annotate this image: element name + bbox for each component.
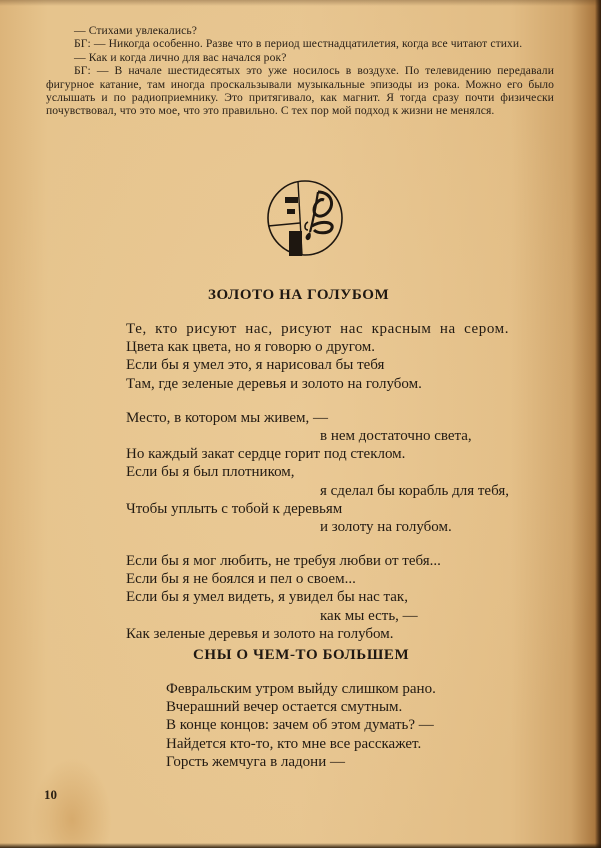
poem-line: Но каждый закат сердце горит под стеклом. bbox=[126, 446, 406, 463]
poem-line: Если бы я умел это, я нарисовал бы тебя bbox=[126, 357, 385, 374]
interview-question-1: — Стихами увлекались? bbox=[74, 24, 197, 37]
page-top-shadow bbox=[0, 0, 601, 6]
poem-line: Цвета как цвета, но я говорю о другом. bbox=[126, 339, 376, 356]
interview-question-2: — Как и когда лично для вас начался рок? bbox=[74, 50, 287, 64]
poem-line: и золоту на голубом. bbox=[320, 518, 452, 535]
poem-sny-o-chem-to-bolshem bbox=[166, 680, 436, 771]
poem-line: Если бы я был плотником, bbox=[126, 464, 295, 481]
poem-line: Чтобы уплыть с тобой к деревьям bbox=[126, 500, 343, 517]
poem-line: Если бы я не боялся и пел о своем... bbox=[126, 571, 356, 588]
poem-line: Те, кто рисуют нас, рисуют нас красным на сером. bbox=[126, 321, 510, 337]
poem-line: Место, в котором мы живем, — bbox=[126, 409, 329, 426]
page-right-edge bbox=[595, 0, 601, 848]
poem-line: я сделал бы корабль для тебя, bbox=[320, 482, 509, 499]
interview-text bbox=[46, 24, 554, 118]
poem-line: В конце концов: зачем об этом думать? — bbox=[166, 717, 434, 734]
stanza-gap bbox=[126, 393, 509, 409]
page-number: 10 bbox=[44, 787, 57, 802]
interview-answer-1: БГ: — Никогда особенно. Разве что в период шестнадцатилетия, когда все читают стихи. bbox=[74, 37, 523, 51]
stanza-gap bbox=[126, 536, 509, 552]
poem-line: Там, где зеленые деревья и золото на голубом. bbox=[126, 375, 422, 392]
poem-line: Как зеленые деревья и золото на голубом. bbox=[126, 625, 394, 642]
interview-answer-2: БГ: — В начале шестидесятых это уже носилось в воздухе. По телевидению передавали фигурное катание, там иногда проскальзывали музыкальные эпизоды из рока. Можно его было услышать и по радиоприемнику. Это притягивало, как магнит. Я тогда сразу почти физически почувствовал, что это мое, что это правильно. С тех пор мой подход к жизни не менялся. bbox=[46, 64, 554, 118]
poem-zoloto-na-golubom bbox=[126, 320, 509, 643]
emblem-logo-icon bbox=[262, 178, 348, 258]
poem-title-zoloto: ЗОЛОТО НА ГОЛУБОМ bbox=[208, 287, 390, 303]
poem-line: Вчерашний вечер остается смутным. bbox=[166, 699, 403, 716]
poem-line: Найдется кто-то, кто мне все расскажет. bbox=[166, 735, 422, 752]
poem-line: Горсть жемчуга в ладони — bbox=[166, 753, 345, 770]
poem-line: как мы есть, — bbox=[320, 607, 418, 624]
poem-line: Февральским утром выйду слишком рано. bbox=[166, 681, 436, 697]
poem-line: Если бы я умел видеть, я увидел бы нас так, bbox=[126, 589, 408, 606]
poem-title-sny: СНЫ О ЧЕМ-ТО БОЛЬШЕМ bbox=[193, 647, 410, 663]
poem-line: в нем достаточно света, bbox=[320, 427, 472, 444]
poem-line: Если бы я мог любить, не требуя любви от тебя... bbox=[126, 553, 441, 570]
page-bottom-edge bbox=[0, 843, 601, 848]
